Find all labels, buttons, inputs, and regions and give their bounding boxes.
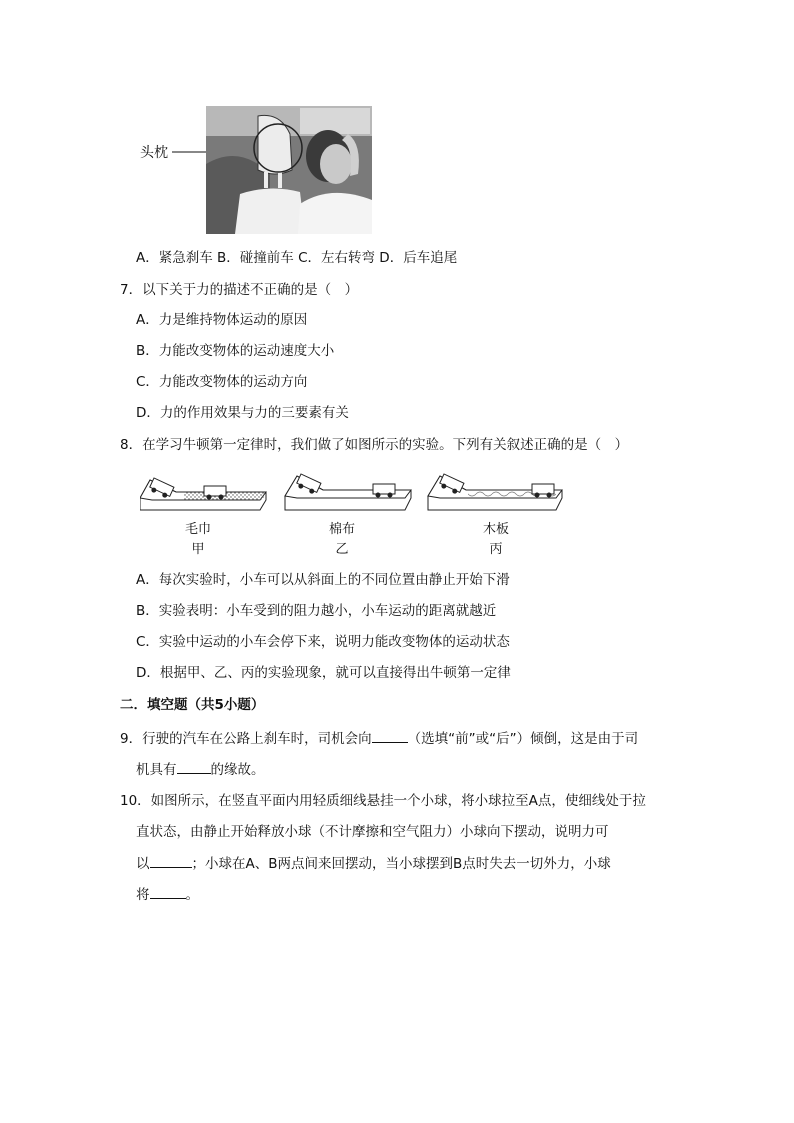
- q9-line2: [136, 759, 265, 780]
- q10-line2: 直状态，由静止开始释放小球（不计摩擦和空气阻力）小球向下摆动，说明力可: [136, 824, 609, 840]
- headrest-photo: [140, 104, 380, 236]
- q7-option-b[interactable]: B．力能改变物体的运动速度大小: [136, 343, 335, 359]
- q7-stem: 7．以下关于力的描述不正确的是（ ）: [120, 282, 359, 298]
- q9-blank-1[interactable]: [372, 728, 408, 743]
- ramp1-label: 甲: [191, 542, 205, 557]
- q10-text-3a: 以: [136, 856, 150, 872]
- q6-options: A．紧急刹车 B．碰撞前车 C．左右转弯 D．后车追尾: [136, 250, 458, 266]
- q10-text-4b: 。: [185, 887, 199, 903]
- q10-line1: 10．如图所示，在竖直平面内用轻质细线悬挂一个小球，将小球拉至A点，使细线处于拉: [120, 793, 646, 809]
- headrest-figure: [140, 104, 380, 236]
- ramp-wood: [428, 474, 562, 510]
- q8-option-a[interactable]: A．每次实验时，小车可以从斜面上的不同位置由静止开始下滑: [136, 572, 510, 588]
- q10-text-3b: ；小球在A、B两点间来回摆动，当小球摆到B点时失去一切外力，小球: [191, 856, 611, 872]
- section-2-heading: 二．填空题（共5小题）: [120, 697, 265, 713]
- q9-text-2b: 的缘故。: [210, 762, 265, 778]
- ramp2-material: 棉布: [328, 522, 355, 537]
- q9-blank-2[interactable]: [177, 759, 211, 774]
- ramp-cotton: [285, 474, 411, 510]
- ramp3-label: 丙: [489, 542, 503, 557]
- q9-line1: [120, 728, 638, 749]
- headrest-label: 头枕: [140, 145, 168, 161]
- q10-blank-2[interactable]: [150, 884, 186, 899]
- q10-line3: [136, 853, 611, 874]
- q8-stem: 8．在学习牛顿第一定律时，我们做了如图所示的实验。下列有关叙述正确的是（ ）: [120, 437, 629, 453]
- q7-option-a[interactable]: A．力是维持物体运动的原因: [136, 312, 308, 328]
- q9-text-2a: 机具有: [136, 762, 177, 778]
- q10-blank-1[interactable]: [150, 853, 192, 868]
- ramp-experiment-figure: [140, 470, 570, 520]
- ramp-towel: [140, 478, 266, 510]
- ramp1-material: 毛巾: [184, 522, 211, 537]
- q10-line4: [136, 884, 199, 905]
- q7-option-c[interactable]: C．力能改变物体的运动方向: [136, 374, 308, 390]
- ramp2-label: 乙: [335, 542, 349, 557]
- q9-text-1b: （选填“前”或“后”）倾倒，这是由于司: [407, 731, 639, 747]
- q8-option-c[interactable]: C．实验中运动的小车会停下来，说明力能改变物体的运动状态: [136, 634, 510, 650]
- q7-option-d[interactable]: D．力的作用效果与力的三要素有关: [136, 405, 349, 421]
- q8-option-b[interactable]: B．实验表明：小车受到的阻力越小，小车运动的距离就越近: [136, 603, 497, 619]
- q8-option-d[interactable]: D．根据甲、乙、丙的实验现象，就可以直接得出牛顿第一定律: [136, 665, 511, 681]
- q9-text-1a: 9．行驶的汽车在公路上刹车时，司机会向: [120, 731, 372, 747]
- ramp3-material: 木板: [482, 522, 509, 537]
- q10-text-4a: 将: [136, 887, 150, 903]
